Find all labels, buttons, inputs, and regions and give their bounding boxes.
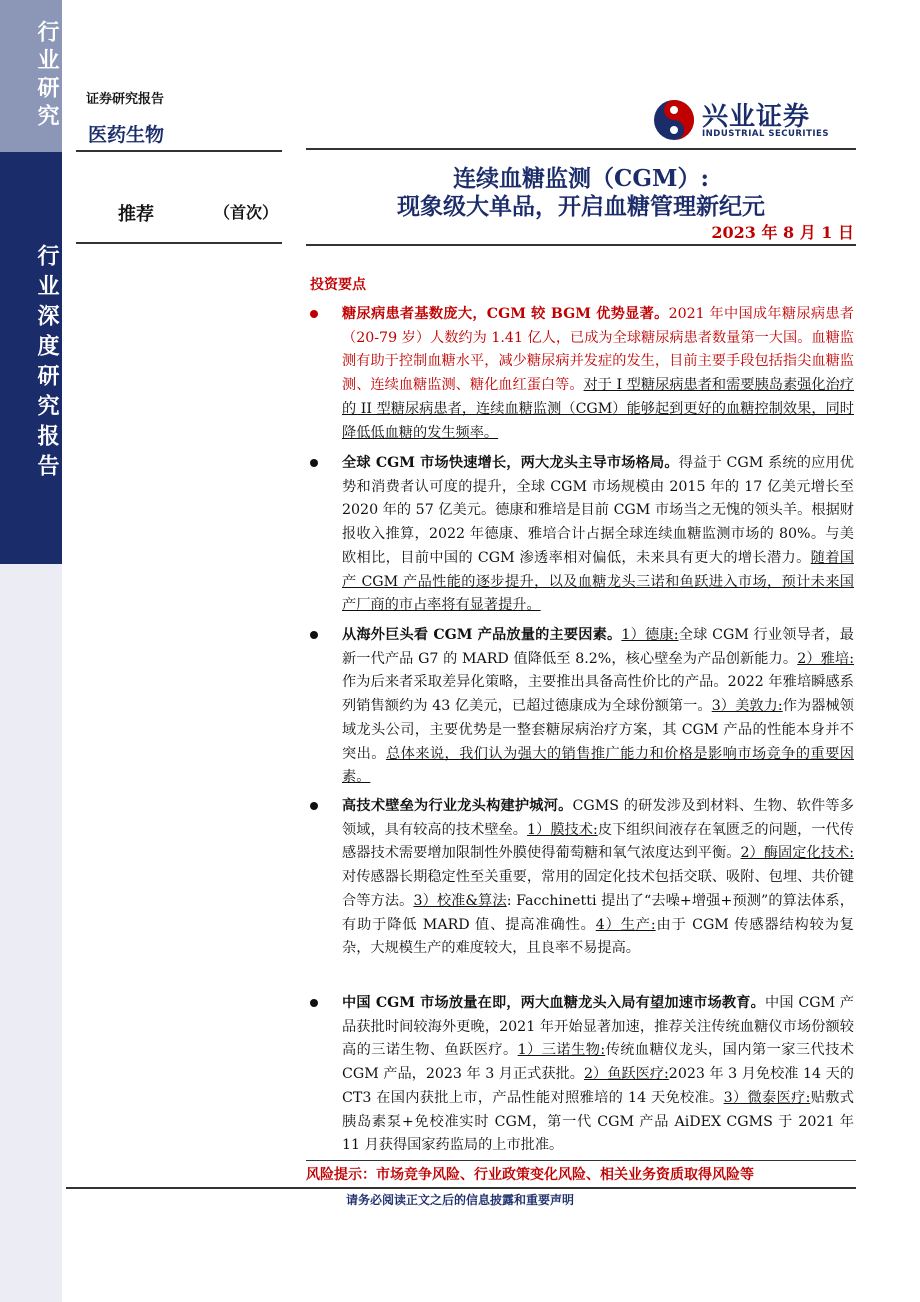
key-point-3: [308, 624, 854, 790]
factor-label: 4）生产:: [595, 916, 656, 933]
bullet-icon: [310, 802, 318, 810]
key-point-text: CGMS 的研发涉及到材料、生物、软件等多领域，具有较高的技术壁垒。: [342, 798, 854, 838]
key-point-body: [342, 303, 854, 445]
factor-text: : Facchinetti 提出了“去噪+增强+预测”的算法体系，有助于降低 MARD 值、提高准确性。: [342, 892, 854, 933]
sidebar-industry-research: 行业研究: [34, 20, 59, 132]
divider: [306, 1160, 856, 1161]
divider: [306, 148, 856, 150]
key-point-body: [342, 624, 854, 790]
bullet-icon: [310, 999, 318, 1007]
key-point-body: [342, 992, 854, 1158]
key-point-lead: 高技术壁垒为行业龙头构建护城河。: [342, 798, 573, 814]
divider: [76, 242, 282, 244]
section-heading: 投资要点: [310, 277, 366, 293]
logo-text-cn: 兴业证券: [702, 102, 811, 132]
factor-text: 作为后来者采取差异化策略，主要推出具备高性价比的产品。2022 年雅培瞬感系列销售额约为 43 亿美元，已超过德康成为全球份额第一。: [342, 674, 854, 715]
factor-text: 皮下组织间液存在氧匮乏的问题，一代传感器技术需要增加限制性外膜使得葡萄糖和氧气浓度达到平衡。: [342, 821, 854, 862]
key-point-body: [342, 795, 854, 961]
factor-label: 1）德康:: [621, 627, 679, 643]
key-point-lead: 中国 CGM 市场放量在即，两大血糖龙头入局有望加速市场教育。: [342, 995, 765, 1011]
key-point-underlined: 随着国产 CGM 产品性能的逐步提升，以及血糖龙头三诺和鱼跃进入市场，预计未来国产厂商的市占率将有显著提升。: [342, 549, 854, 614]
company-label: 2）鱼跃医疗:: [583, 1066, 669, 1083]
company-label: 1）三诺生物:: [517, 1042, 606, 1059]
logo-mark-icon: [652, 98, 696, 142]
key-point-lead: 全球 CGM 市场快速增长，两大龙头主导市场格局。: [342, 455, 679, 471]
factor-label: 3）美敦力:: [711, 698, 783, 715]
report-type-label: 证券研究报告: [86, 92, 165, 107]
risk-warning: 风险提示：市场竞争风险、行业政策变化风险、相关业务资质取得风险等: [306, 1167, 754, 1183]
bullet-icon: [310, 310, 318, 318]
sector-label: 医药生物: [88, 124, 165, 146]
sidebar-report-category: 行业深度研究报告: [34, 244, 59, 484]
factor-label: 1）膜技术:: [527, 821, 598, 838]
report-date: 2023 年 8 月 1 日: [711, 223, 854, 242]
key-point-text: 中国 CGM 产品获批时间较海外更晚，2021 年开始显著加速，推荐关注传统血糖仪市场份额较高的三诺生物、鱼跃医疗。: [342, 995, 854, 1059]
divider: [66, 1187, 856, 1189]
company-text: 2023 年 3 月免校准 14 天的 CT3 在国内获批上市，产品性能对照雅培的 14 天免校准。: [342, 1066, 854, 1106]
bullet-icon: [310, 631, 318, 639]
rating-label: 推荐: [118, 204, 154, 225]
key-point-4: [308, 795, 854, 961]
key-point-lead: 糖尿病患者基数庞大，CGM 较 BGM 优势显著。: [342, 306, 669, 322]
report-title-line1: 连续血糖监测（CGM）:: [453, 165, 709, 192]
factor-text: 由于 CGM 传感器结构较为复杂，大规模生产的难度较大，且良率不易提高。: [342, 916, 854, 957]
divider: [306, 244, 856, 246]
logo-text-en: INDUSTRIAL SECURITIES: [702, 129, 829, 139]
key-point-body: [342, 452, 854, 618]
key-point-2: [308, 452, 854, 618]
key-point-underlined: 对于 I 型糖尿病患者和需要胰岛素强化治疗的 II 型糖尿病患者，连续血糖监测（CGM）能够起到更好的血糖控制效果，同时降低低血糖的发生频率。: [342, 377, 854, 441]
company-label: 3）微泰医疗:: [723, 1089, 811, 1106]
divider: [76, 150, 282, 152]
key-point-text: 得益于 CGM 系统的应用优势和消费者认可度的提升，全球 CGM 市场规模由 2015 年的 17 亿美元增长至 2020 年的 57 亿美元。德康和雅培是目前 CGM 市场当之无愧的领头羊。根据财报收入推算，2022 年德康、雅培合计占据全球连续血糖监测市场的 80%。与美欧相比，目前中国的 CGM 渗透率相对偏低，未来具有更大的增长潜力。: [342, 455, 854, 566]
factor-label: 2）雅培:: [797, 650, 854, 667]
key-point-1: [308, 303, 854, 445]
factor-text: 作为器械领域龙头公司，主要优势是一整套糖尿病治疗方案，其 CGM 产品的性能本身并不突出。: [342, 698, 854, 762]
factor-text: 全球 CGM 行业领导者，最新一代产品 G7 的 MARD 值降低至 8.2%，核心壁垒为产品创新能力。: [342, 627, 854, 667]
company-text: 贴敷式胰岛素泵+免校准实时 CGM，第一代 CGM 产品 AiDEX CGMS 于 2021 年 11 月获得国家药监局的上市批准。: [342, 1089, 854, 1154]
company-logo: [652, 96, 852, 144]
key-point-lead: 从海外巨头看 CGM 产品放量的主要因素。: [342, 627, 622, 643]
key-point-text: 2021 年中国成年糖尿病患者（20-79 岁）人数约为 1.41 亿人，已成为全球糖尿病患者数量第一大国。血糖监测有助于控制血糖水平，减少糖尿病并发症的发生，目前主要手段包括指尖血糖监测、连续血糖监测、糖化血红蛋白等。: [342, 306, 854, 394]
factor-text: 对传感器长期稳定性至关重要，常用的固定化技术包括交联、吸附、包埋、共价键合等方法。: [342, 869, 854, 909]
bullet-icon: [310, 459, 318, 467]
company-text: 传统血糖仪龙头，国内第一家三代技术 CGM 产品，2023 年 3 月正式获批。: [342, 1042, 854, 1083]
key-point-underlined: 总体来说，我们认为强大的销售推广能力和价格是影响市场竞争的重要因素。: [342, 745, 854, 786]
report-title-line2: 现象级大单品，开启血糖管理新纪元: [397, 193, 765, 220]
rating-note: （首次）: [214, 203, 279, 222]
factor-label: 2）酶固定化技术:: [740, 845, 854, 862]
key-point-5: [308, 992, 854, 1158]
factor-label: 3）校准&算法: [413, 892, 507, 909]
disclaimer-footer: 请务必阅读正文之后的信息披露和重要声明: [345, 1193, 574, 1207]
